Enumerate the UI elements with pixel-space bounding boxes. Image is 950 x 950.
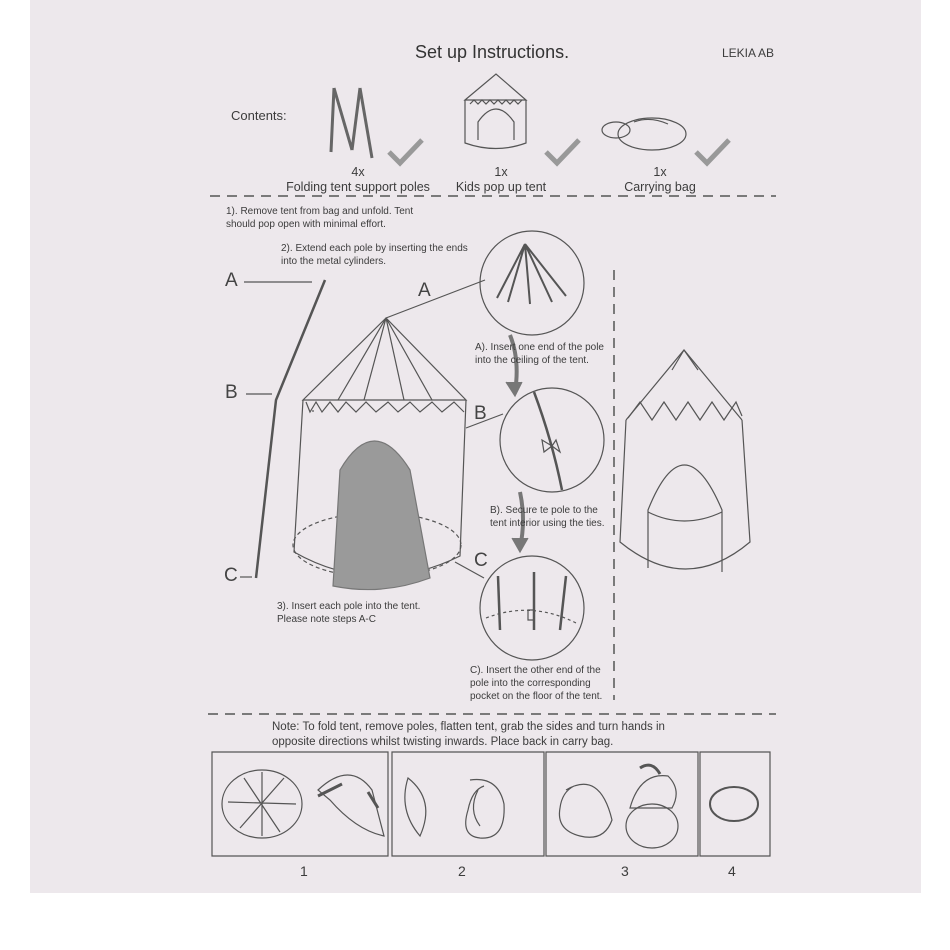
pole-label-a: A: [225, 270, 238, 291]
fold-panel-2-number: 2: [458, 863, 466, 879]
detail-b: [500, 388, 604, 492]
contents-item-poles: [283, 165, 433, 195]
fold-panel-1-number: 1: [300, 863, 308, 879]
fold-note: Note: To fold tent, remove poles, flatten tent, grab the sides and turn hands in opposite directions whilst twisting inwards. Place back in carry bag.: [272, 721, 665, 748]
detail-c: [480, 556, 584, 660]
bag-qty: 1x: [653, 165, 667, 179]
step-1-text: 1). Remove tent from bag and unfold. Tent should pop open with minimal effort.: [226, 206, 414, 230]
contents-item-tent: [441, 165, 561, 195]
poles-icon: [331, 88, 372, 158]
check-icon: [389, 140, 422, 163]
poles-qty: 4x: [351, 165, 365, 179]
step-2-text: 2). Extend each pole by inserting the ends into the metal cylinders.: [281, 243, 468, 267]
detail-b-label: B: [474, 403, 487, 424]
contents-label: Contents:: [231, 108, 287, 123]
page-title: Set up Instructions.: [415, 42, 570, 62]
check-icon: [696, 140, 729, 163]
detail-c-text: C). Insert the other end of the pole into the corresponding pocket on the floor of the tent.: [470, 665, 603, 702]
fold-step-3: [559, 765, 678, 848]
pole-label-c: C: [224, 565, 238, 586]
tent-name: Kids pop up tent: [455, 180, 547, 194]
fold-step-2: [405, 778, 504, 838]
brand-name: LEKIA AB: [722, 46, 775, 60]
detail-a: [480, 231, 584, 335]
tent-drawing: [293, 280, 503, 590]
check-icon: [546, 140, 579, 163]
bag-icon: [602, 118, 686, 150]
detail-c-label: C: [474, 550, 488, 571]
detail-a-text: A). Insert one end of the pole into the ceiling of the tent.: [475, 342, 604, 366]
fold-step-4: [710, 787, 758, 821]
detail-a-label: A: [418, 280, 431, 301]
contents-item-bag: [610, 165, 710, 195]
tent-icon: [465, 74, 526, 149]
pole-diagram: [240, 280, 325, 578]
fold-panel-3-number: 3: [621, 863, 629, 879]
tent-qty: 1x: [494, 165, 508, 179]
step-3-text: 3). Insert each pole into the tent. Please note steps A-C: [277, 601, 421, 625]
detail-b-text: B). Secure te pole to the tent interior using the ties.: [490, 505, 605, 529]
bag-name: Carrying bag: [624, 180, 696, 194]
pole-label-b: B: [225, 382, 238, 403]
fold-panel-4-number: 4: [728, 863, 736, 879]
poles-name: Folding tent support poles: [286, 180, 430, 194]
fold-step-1: [222, 770, 384, 838]
assembled-tent: [620, 350, 750, 572]
